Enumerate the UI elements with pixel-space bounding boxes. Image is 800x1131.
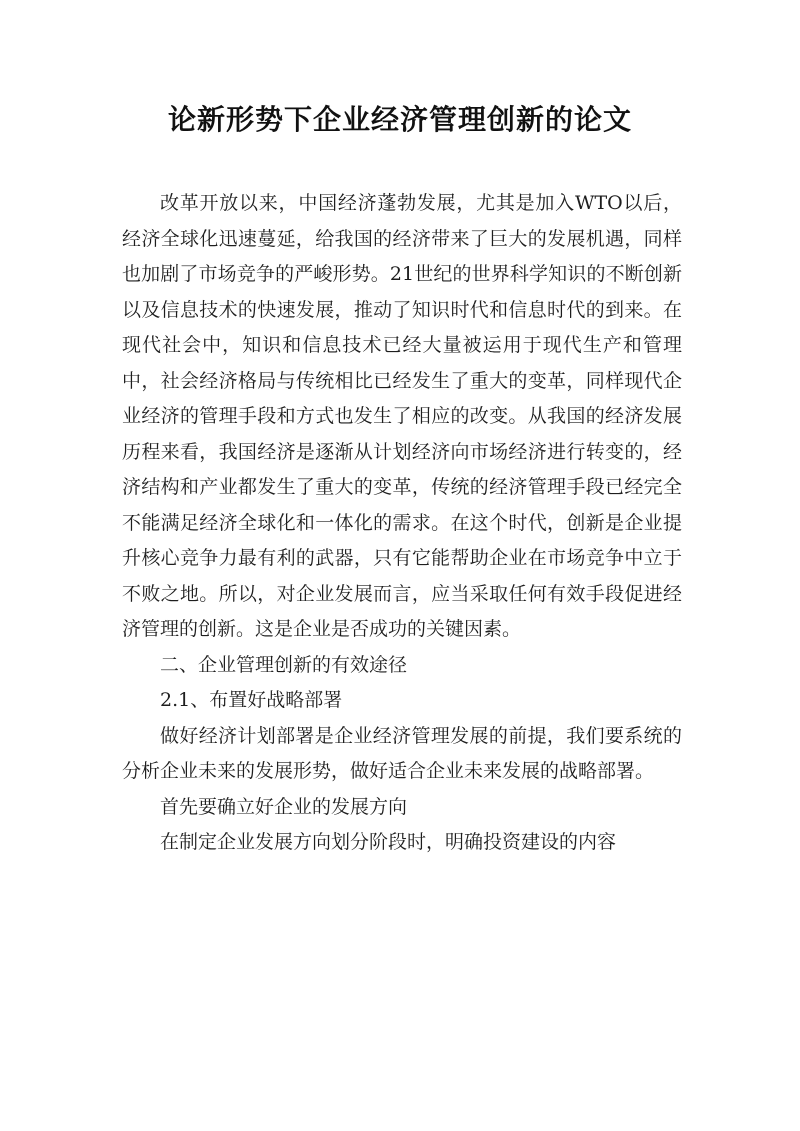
document-title: 论新形势下企业经济管理创新的论文: [167, 103, 632, 136]
body-paragraph: 在制定企业发展方向划分阶段时，明确投资建设的内容: [160, 831, 617, 853]
subsection-heading: 2.1、布置好战略部署: [160, 689, 343, 711]
section-heading: 二、企业管理创新的有效途径: [160, 653, 408, 676]
point-heading: 首先要确立好企业的发展方向: [160, 795, 408, 818]
document-body: [122, 186, 682, 861]
body-paragraph: 做好经济计划部署是企业经济管理发展的前提，我们要系统的分析企业未来的发展形势，做好适合企业未来发展的战略部署。: [122, 724, 682, 782]
intro-paragraph: 改革开放以来，中国经济蓬勃发展，尤其是加入WTO以后，经济全球化迅速蔓延，给我国的经济带来了巨大的发展机遇，同样也加剧了市场竞争的严峻形势。21世纪的世界科学知识的不断创新以及信息技术的快速发展，推动了知识时代和信息时代的到来。在现代社会中，知识和信息技术已经大量被运用于现代生产和管理中，社会经济格局与传统相比已经发生了重大的变革，同样现代企业经济的管理手段和方式也发生了相应的改变。从我国的经济发展历程来看，我国经济是逐渐从计划经济向市场经济进行转变的，经济结构和产业都发生了重大的变革，传统的经济管理手段已经完全不能满足经济全球化和一体化的需求。在这个时代，创新是企业提升核心竞争力最有利的武器，只有它能帮助企业在市场竞争中立于不败之地。所以，对企业发展而言，应当采取任何有效手段促进经济管理的创新。这是企业是否成功的关键因素。: [122, 192, 682, 640]
